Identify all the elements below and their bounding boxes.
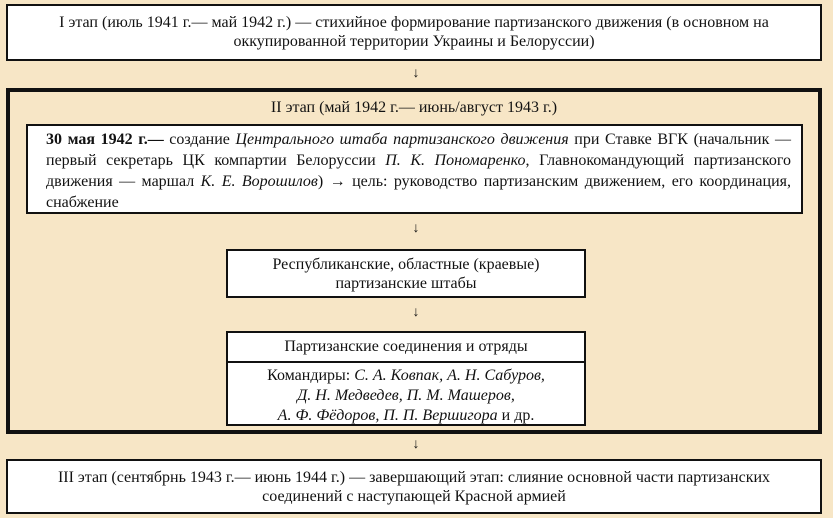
partisan-units-title: Партизанские соединения и отряды [228, 333, 584, 363]
arrow-down-icon: ↓ [412, 66, 420, 81]
hq-chief: П. К. Пономаренко [385, 152, 526, 169]
regional-hq-box [226, 249, 586, 298]
partisan-units-box [226, 331, 586, 426]
regional-hq-text: Республиканские, областные (краевые) партизанские штабы [272, 256, 540, 292]
hq-text-1: создание [163, 131, 236, 148]
hq-text-4: ) → цель: руководство партизанским движением, его координация, снабжение [46, 173, 791, 211]
hq-text-3: , Главнокомандующий партизанского движения — маршал [46, 152, 792, 190]
hq-text-2: при Ставке ВГК (начальник — первый секретарь ЦК компартии Белоруссии [46, 131, 791, 169]
stage-1-text: I этап (июль 1941 г.— май 1942 г.) — стихийное формирование партизанского движения (в основном на оккупированной территории Украины и Белоруссии) [59, 14, 769, 50]
hq-commander: К. Е. Ворошилов [200, 173, 318, 190]
commanders-names-2: Д. Н. Медведев, П. М. Машеров, [297, 387, 515, 404]
commanders-names-3: А. Ф. Фёдоров, П. П. Вершигора [277, 407, 498, 424]
central-hq-box [26, 124, 803, 214]
stage-1-box [6, 4, 822, 61]
arrow-down-icon: ↓ [412, 221, 420, 236]
commanders-names-1: С. А. Ковпак, А. Н. Сабуров, [354, 367, 545, 384]
commanders-suffix: и др. [497, 407, 535, 424]
stage-3-text: III этап (сентябрнь 1943 г.— июнь 1944 г.) — завершающий этап: слияние основной части партизанских соединений с наступающей Красной армией [57, 469, 771, 505]
hq-date: 30 мая 1942 г.— [46, 131, 164, 148]
stage-2-title: II этап (май 1942 г.— июнь/август 1943 г.) [270, 99, 558, 116]
arrow-down-icon: ↓ [412, 305, 420, 320]
commanders-list [228, 363, 584, 426]
stage-3-box [6, 459, 822, 514]
hq-name: Центрального штаба партизанского движения [235, 131, 569, 148]
commanders-label: Командиры: [267, 367, 355, 384]
arrow-down-icon: ↓ [412, 437, 420, 452]
